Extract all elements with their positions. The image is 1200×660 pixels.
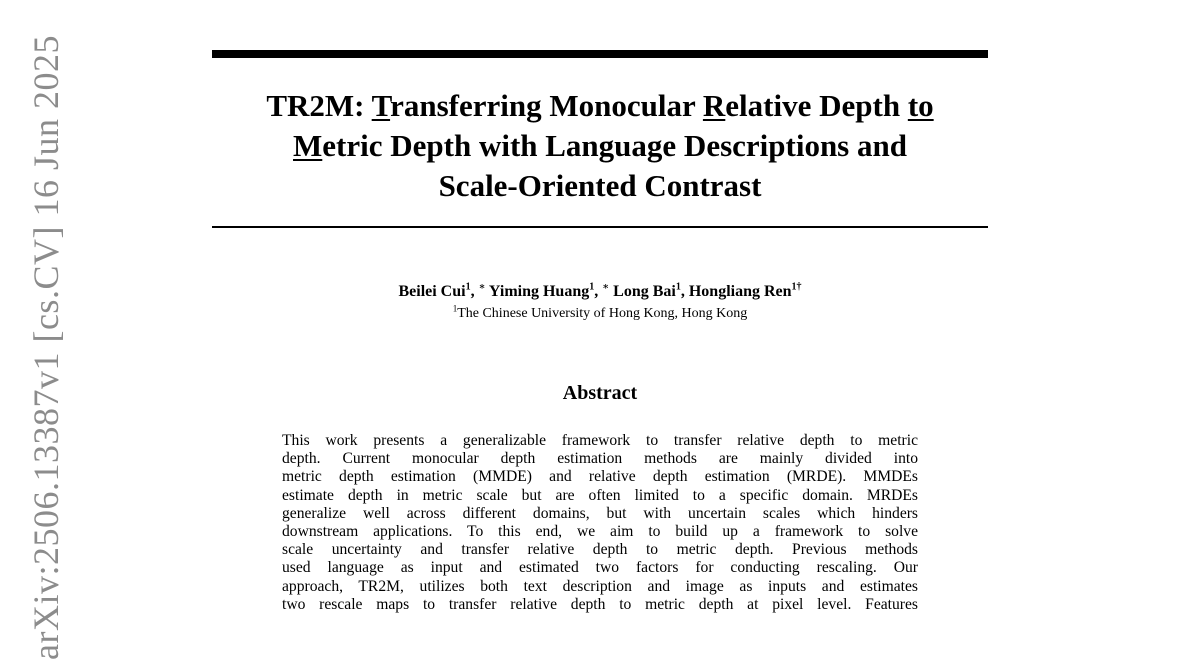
title-bottom-rule <box>212 226 988 228</box>
affiliation-text: The Chinese University of Hong Kong, Hong Kong <box>457 306 748 321</box>
author: Hongliang Ren$^{1\dagger}$ <box>688 281 802 300</box>
abstract-heading: Abstract <box>562 382 638 404</box>
title-top-rule <box>212 50 988 58</box>
abstract-line: downstream applications. To this end, we aim to build up a framework to solve <box>282 522 918 540</box>
abstract-line: metric depth estimation (MMDE) and relative depth estimation (MRDE). MMDEs <box>282 468 918 486</box>
abstract-line: This work presents a generalizable framework to transfer relative depth to metric <box>282 432 918 449</box>
abstract-line: used language as input and estimated two factors for conducting rescaling. Our <box>282 559 918 577</box>
abstract-line: two rescale maps to transfer relative depth to metric depth at pixel level. Features <box>282 595 918 613</box>
affiliation-mark: 1 <box>452 303 458 314</box>
affiliation <box>212 305 988 323</box>
arxiv-identifier: arXiv:2506.13387v1 [cs.CV] 16 Jun 2025 <box>26 35 66 660</box>
abstract-line: depth. Current monocular depth estimation methods are mainly divided into <box>282 450 918 468</box>
abstract-line: generalize well across different domains, but with uncertain scales which hinders <box>282 504 918 522</box>
author: Long Bai$^1$, <box>613 281 689 300</box>
title-line-2: Metric Depth with Language Descriptions and <box>293 128 907 163</box>
abstract-line: estimate depth in metric scale but are often limited to a specific domain. MRDEs <box>282 486 918 504</box>
author-list <box>212 282 988 302</box>
abstract-body <box>282 432 918 614</box>
author: Yiming Huang$^1$, ∗ <box>488 281 610 300</box>
author: Beilei Cui$^1$, ∗ <box>398 281 486 300</box>
paper-title <box>212 86 988 206</box>
abstract-line: scale uncertainty and transfer relative depth to metric depth. Previous methods <box>282 541 918 559</box>
title-line-1: TR2M: Transferring Monocular Relative Depth to <box>266 88 934 123</box>
title-line-3: Scale-Oriented Contrast <box>438 168 762 203</box>
abstract-line: approach, TR2M, utilizes both text description and image as inputs and estimates <box>282 577 918 595</box>
